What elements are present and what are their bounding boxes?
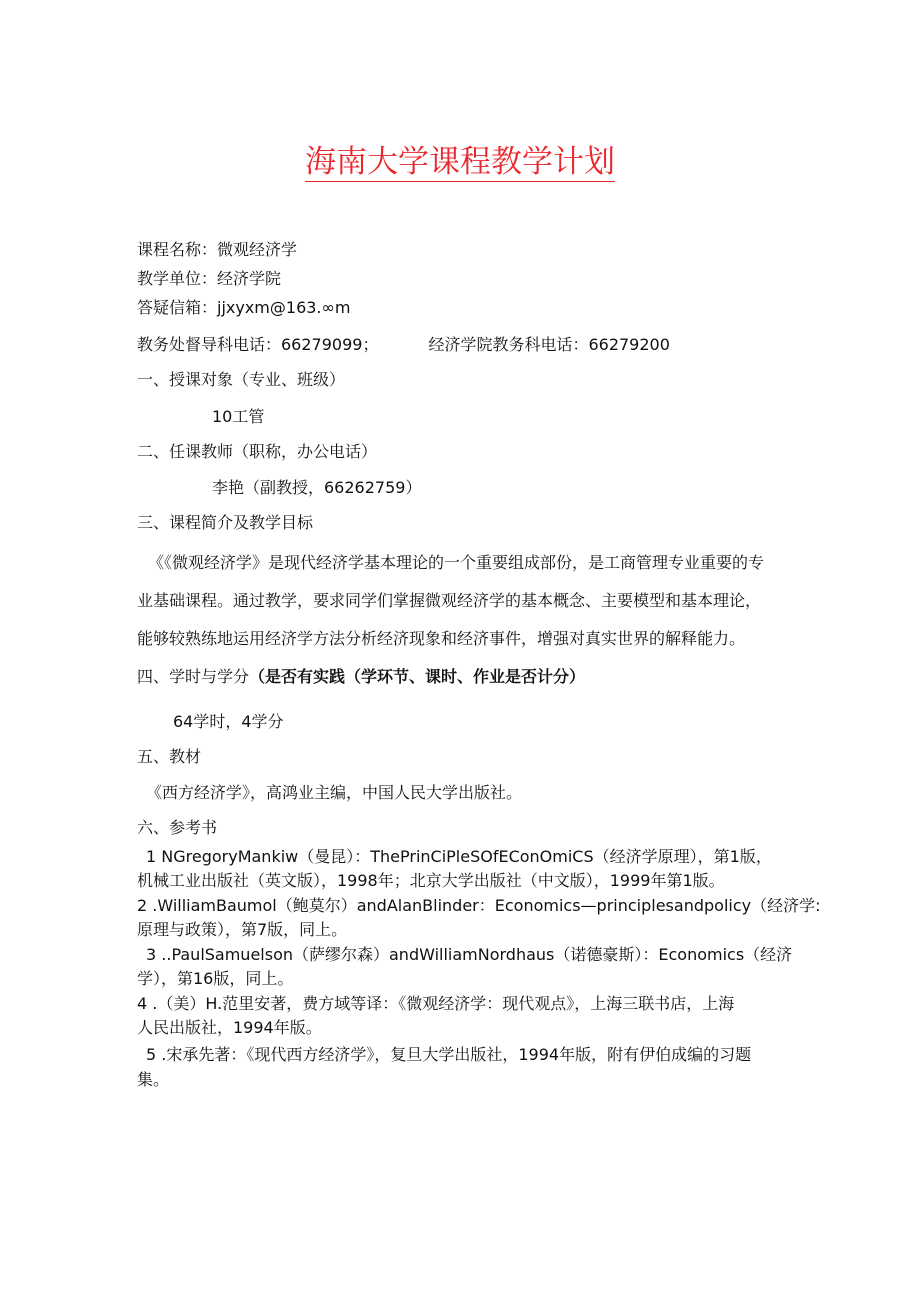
- section-4-heading-note: （是否有实践（学环节、课时、作业是否计分）: [249, 667, 586, 686]
- section-4-heading-main: 四、学时与学分: [137, 667, 250, 686]
- section-1-body: 10工管: [212, 407, 265, 426]
- section-1-heading: 一、授课对象（专业、班级）: [137, 370, 346, 389]
- section-3-line-3: 能够较熟练地运用经济学方法分析经济现象和经济事件，增强对真实世界的解释能力。: [137, 629, 746, 648]
- qa-email: 答疑信箱：jjxyxm@163.∞m: [137, 298, 351, 317]
- reference-2-line-1: 2 .WilliamBaumol（鲍莫尔）andAlanBlinder：Economics—principlesandpolicy（经济学:: [137, 896, 821, 915]
- section-3-line-1: 《《微观经济学》是现代经济学基本理论的一个重要组成部份，是工商管理专业重要的专: [148, 553, 765, 572]
- phone-office: 教务处督导科电话：66279099；: [137, 335, 379, 354]
- section-4-body: 64学时，4学分: [173, 712, 284, 731]
- phone-line: [137, 335, 670, 355]
- page-title: [0, 136, 920, 181]
- reference-2-line-2: 原理与政策），第7版，同上。: [137, 920, 348, 939]
- section-5-body: 《西方经济学》，高鸿业主编，中国人民大学出版社。: [146, 783, 523, 802]
- section-3-heading: 三、课程简介及教学目标: [137, 513, 314, 532]
- reference-1-line-2: 机械工业出版社（英文版），1998年；北京大学出版社（中文版），1999年第1版。: [137, 871, 725, 890]
- reference-3-line-2: 学），第16版，同上。: [137, 969, 294, 988]
- course-name: 课程名称：微观经济学: [137, 240, 298, 259]
- section-4-heading: [137, 667, 585, 687]
- reference-4-line-2: 人民出版社，1994年版。: [137, 1018, 322, 1037]
- teaching-unit: 教学单位：经济学院: [137, 269, 282, 288]
- reference-1-line-1: 1 NGregoryMankiw（曼昆）：ThePrinCiPleSOfEConOmiCS（经济学原理），第1版，: [146, 847, 772, 866]
- reference-5-line-2: 集。: [137, 1070, 170, 1089]
- section-5-heading: 五、教材: [137, 747, 202, 766]
- section-2-body: 李艳（副教授，66262759）: [212, 478, 422, 497]
- phone-college: 经济学院教务科电话：66279200: [428, 335, 670, 354]
- reference-3-line-1: 3 ..PaulSamuelson（萨缪尔森）andWilliamNordhaus（诺德豪斯）：Economics（经济: [146, 945, 793, 964]
- section-3-line-2: 业基础课程。通过教学，要求同学们掌握微观经济学的基本概念、主要模型和基本理论，: [137, 591, 762, 610]
- reference-4-line-1: 4 .（美）H.范里安著，费方域等译：《微观经济学：现代观点》，上海三联书店，上海: [137, 994, 735, 1013]
- section-6-heading: 六、参考书: [137, 818, 218, 837]
- page-title-text: 海南大学课程教学计划: [305, 144, 615, 180]
- section-2-heading: 二、任课教师（职称，办公电话）: [137, 442, 378, 461]
- reference-5-line-1: 5 .宋承先著：《现代西方经济学》，复旦大学出版社，1994年版，附有伊伯成编的习题: [146, 1045, 752, 1064]
